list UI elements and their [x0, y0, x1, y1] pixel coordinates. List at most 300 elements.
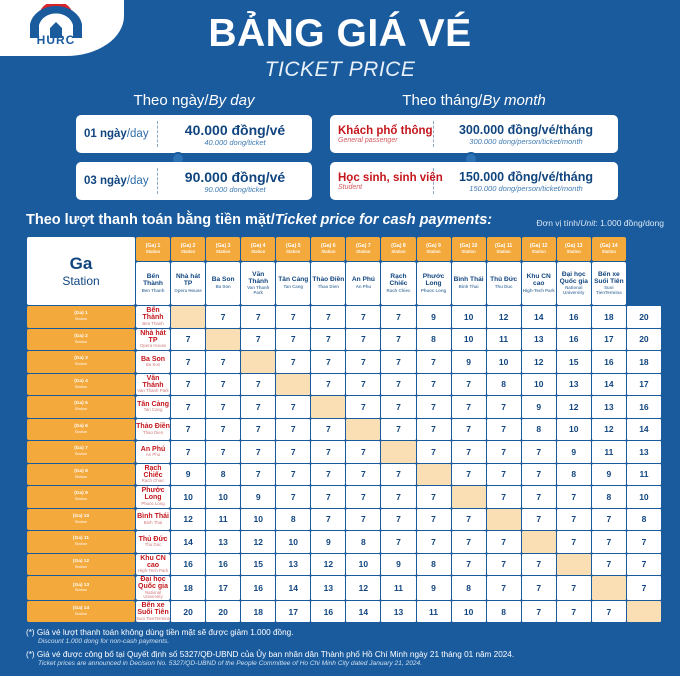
fare-cell-9-12: 7: [557, 486, 591, 508]
fare-cell-4-11: 10: [522, 374, 556, 396]
row-station-en: Tan Cang: [143, 407, 163, 413]
row-station-vi: Bình Thái: [137, 513, 169, 521]
page-subtitle: TICKET PRICE: [264, 58, 416, 81]
column-station-en: Van Thanh Park: [247, 285, 270, 296]
column-header-badge-1: [136, 237, 170, 261]
fare-cell-14-3: 18: [241, 601, 275, 623]
fare-cell-12-11: 7: [522, 554, 556, 576]
column-header-badge-11: [487, 237, 521, 261]
fare-cell-3-1: 7: [171, 351, 205, 373]
row-header-badge-10: [27, 509, 135, 531]
column-badge-sub: Station: [251, 248, 266, 254]
fare-cell-9-14: 10: [627, 486, 661, 508]
fare-cell-12-4: 13: [276, 554, 310, 576]
fare-cell-12-5: 12: [311, 554, 345, 576]
fare-cell-5-11: 9: [522, 396, 556, 418]
unit-note: [536, 218, 664, 228]
row-station-en: Ba Son: [145, 362, 161, 368]
column-header-station-3: [206, 262, 240, 305]
row-header-badge-14: [27, 601, 135, 623]
fare-cell-5-6: 7: [346, 396, 380, 418]
column-station-en: High-Tech Park: [522, 287, 555, 293]
row-station-vi: Thảo Điền: [136, 423, 170, 431]
fare-cell-6-11: 8: [522, 419, 556, 441]
fare-cell-14-11: 7: [522, 601, 556, 623]
fare-cell-8-7: 7: [381, 464, 415, 486]
fare-cell-9-5: 7: [311, 486, 345, 508]
fare-cell-5-13: 13: [592, 396, 626, 418]
fare-cell-12-10: 7: [487, 554, 521, 576]
fare-cell-6-4: 7: [276, 419, 310, 441]
column-badge-number: (Ga) 11: [495, 243, 513, 250]
row-header-badge-9: [27, 486, 135, 508]
fare-cell-10-5: 7: [311, 509, 345, 531]
fare-cell-8-2: 8: [206, 464, 240, 486]
column-header-station-7: [346, 262, 380, 305]
fare-cell-1-1: [171, 306, 205, 328]
fare-cell-6-8: 7: [417, 419, 451, 441]
fare-cell-3-9: 9: [452, 351, 486, 373]
row-station-en: An Phu: [145, 452, 161, 458]
row-badge-sub: Station: [74, 338, 88, 344]
fare-cell-10-9: 7: [452, 509, 486, 531]
by-month-row-2-label: [330, 168, 443, 194]
fare-cell-5-14: 16: [627, 396, 661, 418]
by-month-row-2-price: [434, 170, 618, 193]
fare-cell-1-7: 7: [381, 306, 415, 328]
matrix-section-title-en: Ticket price for cash payments:: [274, 212, 493, 228]
matrix-corner-vi: Ga: [69, 254, 93, 273]
fare-cell-8-6: 7: [346, 464, 380, 486]
fare-cell-13-9: 8: [452, 576, 486, 600]
fare-cell-7-8: 7: [417, 441, 451, 463]
row-header-station-3: [136, 351, 170, 373]
column-badge-number: (Ga) 13: [564, 243, 583, 250]
fare-cell-2-5: 7: [311, 329, 345, 351]
row-header-badge-1: [27, 306, 135, 328]
by-day-row-2-label: [76, 168, 158, 194]
fare-cell-13-10: 7: [487, 576, 521, 600]
row-badge-number: (Ga) 8: [74, 468, 88, 474]
by-month-title: [330, 92, 618, 109]
table-row: [27, 441, 661, 463]
fare-cell-13-3: 16: [241, 576, 275, 600]
fare-cell-3-11: 12: [522, 351, 556, 373]
fare-cell-14-1: 20: [171, 601, 205, 623]
row-header-station-1: [136, 306, 170, 328]
fare-cell-1-2: 7: [206, 306, 240, 328]
fare-cell-3-5: 7: [311, 351, 345, 373]
footnote-2-en: Ticket prices are announced in Decision No. 5327/QD-UBND of the People Committee of Ho Chi Minh City dated January 21, 2024.: [38, 660, 423, 667]
fare-cell-8-8: [417, 464, 451, 486]
column-header-badge-8: [381, 237, 415, 261]
column-badge-sub: Station: [145, 248, 161, 254]
fare-cell-12-14: 7: [627, 554, 661, 576]
fare-cell-7-4: 7: [276, 441, 310, 463]
fare-cell-14-6: 14: [346, 601, 380, 623]
fare-cell-6-6: [346, 419, 380, 441]
fare-cell-4-1: 7: [171, 374, 205, 396]
column-station-en: Binh Thai: [458, 284, 479, 290]
row-header-badge-2: [27, 329, 135, 351]
fare-cell-6-1: 7: [171, 419, 205, 441]
table-row: [27, 601, 661, 623]
row-station-vi: Phước Long: [141, 487, 165, 502]
row-badge-number: (Ga) 14: [72, 606, 90, 612]
column-badge-sub: Station: [601, 248, 616, 254]
column-station-vi: Thủ Đức: [490, 276, 518, 284]
row-station-en: Suoi TienTermina: [136, 615, 170, 621]
column-badge-number: (Ga) 2: [180, 243, 196, 250]
row-badge-sub: Station: [74, 451, 88, 457]
row-badge-sub: Station: [74, 563, 88, 569]
by-day-row-2-label-vi: 03 ngày: [84, 175, 127, 187]
fare-cell-6-13: 12: [592, 419, 626, 441]
column-station-vi: Bến xe Suối Tiên: [594, 270, 624, 285]
column-header-badge-12: [522, 237, 556, 261]
column-header-badge-14: [592, 237, 626, 261]
row-badge-sub: Station: [74, 316, 88, 322]
fare-cell-2-7: 7: [381, 329, 415, 351]
fare-cell-8-9: 7: [452, 464, 486, 486]
row-header-badge-4: [27, 374, 135, 396]
by-month-row-1-label-en: General passenger: [338, 136, 398, 144]
fare-cell-2-12: 16: [557, 329, 591, 351]
fare-cell-8-4: 7: [276, 464, 310, 486]
fare-cell-14-13: 7: [592, 601, 626, 623]
column-badge-number: (Ga) 8: [391, 243, 406, 250]
row-station-vi: Rạch Chiếc: [143, 464, 163, 479]
row-station-vi: Khu CN cao: [140, 554, 166, 569]
fare-cell-4-12: 13: [557, 374, 591, 396]
fare-cell-13-13: [592, 576, 626, 600]
fare-matrix-head-row-numbers: [27, 237, 661, 261]
row-header-badge-12: [27, 554, 135, 576]
fare-cell-10-4: 8: [276, 509, 310, 531]
column-header-badge-4: [241, 237, 275, 261]
fare-cell-10-12: 7: [557, 509, 591, 531]
row-station-en: Ben Thanh: [142, 320, 164, 326]
by-day-row-1-price: [158, 122, 312, 147]
row-header-badge-5: [27, 396, 135, 418]
fare-cell-1-12: 16: [557, 306, 591, 328]
footnote-1-en: Discount 1.000 dong for non-cash payments.: [38, 638, 170, 645]
fare-cell-4-3: 7: [241, 374, 275, 396]
fare-cell-8-11: 7: [522, 464, 556, 486]
brand-name: HURC: [36, 33, 76, 47]
column-station-en: An Phu: [355, 284, 372, 290]
column-header-badge-5: [276, 237, 310, 261]
fare-cell-10-13: 7: [592, 509, 626, 531]
by-day-title-vi: Theo ngày/: [133, 92, 209, 109]
by-day-row-2-price: [158, 169, 312, 194]
row-badge-number: (Ga) 11: [73, 536, 89, 542]
fare-cell-10-14: 8: [627, 509, 661, 531]
fare-cell-6-10: 7: [487, 419, 521, 441]
column-badge-sub: Station: [566, 248, 581, 254]
fare-cell-2-9: 10: [452, 329, 486, 351]
row-badge-sub: Station: [74, 473, 88, 479]
fare-cell-10-11: 7: [522, 509, 556, 531]
row-station-en: Phuoc Long: [141, 500, 165, 506]
row-badge-sub: Station: [74, 406, 88, 412]
fare-cell-14-5: 16: [311, 601, 345, 623]
row-station-en: Binh Thai: [143, 519, 163, 525]
column-badge-number: (Ga) 5: [285, 243, 301, 250]
fare-cell-12-9: 7: [452, 554, 486, 576]
fare-cell-12-12: [557, 554, 591, 576]
row-badge-sub: Station: [74, 541, 88, 547]
by-month-title-vi: Theo tháng/: [402, 92, 483, 109]
fare-cell-5-12: 12: [557, 396, 591, 418]
fare-cell-11-9: 7: [452, 531, 486, 553]
column-station-en: Thu Duc: [494, 284, 513, 290]
column-badge-number: (Ga) 9: [426, 243, 441, 250]
row-badge-sub: Station: [74, 383, 88, 389]
fare-cell-3-4: 7: [276, 351, 310, 373]
by-day-title-en: By day: [208, 92, 255, 109]
fare-cell-9-9: [452, 486, 486, 508]
column-station-en: Phuoc Long: [420, 287, 447, 293]
fare-cell-6-9: 7: [452, 419, 486, 441]
column-header-badge-3: [206, 237, 240, 261]
column-station-vi: Rạch Chiếc: [389, 272, 408, 287]
column-station-en: National University: [563, 285, 585, 296]
fare-cell-13-2: 17: [206, 576, 240, 600]
by-month-row-1-price-vi: 300.000 đồng/vé/tháng: [458, 122, 594, 137]
table-row: [27, 329, 661, 351]
column-badge-sub: Station: [496, 248, 511, 254]
fare-cell-7-14: 13: [627, 441, 661, 463]
fare-matrix-table: [26, 236, 662, 623]
column-station-vi: Ba Son: [211, 276, 235, 284]
fare-cell-14-9: 10: [452, 601, 486, 623]
row-header-badge-11: [27, 531, 135, 553]
row-header-station-9: [136, 486, 170, 508]
row-badge-number: (Ga) 3: [74, 356, 88, 362]
fare-cell-8-13: 9: [592, 464, 626, 486]
by-day-row-1-price-en: 40.000 dong/ticket: [204, 137, 266, 147]
fare-cell-4-4: [276, 374, 310, 396]
fare-cell-6-5: 7: [311, 419, 345, 441]
fare-cell-7-5: 7: [311, 441, 345, 463]
column-badge-number: (Ga) 14: [600, 243, 618, 250]
row-header-badge-7: [27, 441, 135, 463]
fare-cell-5-9: 7: [452, 396, 486, 418]
column-station-vi: An Phú: [351, 276, 375, 284]
row-badge-sub: Station: [74, 428, 88, 434]
by-month-row-1-price: [434, 123, 618, 146]
row-station-en: Opera House: [139, 343, 167, 349]
column-station-en: Tan Cang: [283, 284, 304, 290]
fare-cell-9-11: 7: [522, 486, 556, 508]
fare-cell-13-1: 18: [171, 576, 205, 600]
fare-cell-10-3: 10: [241, 509, 275, 531]
fare-cell-8-5: 7: [311, 464, 345, 486]
row-station-en: Thu Duc: [144, 542, 162, 548]
fare-cell-10-2: 11: [206, 509, 240, 531]
fare-cell-4-14: 17: [627, 374, 661, 396]
fare-cell-11-3: 12: [241, 531, 275, 553]
by-month-row-1-price-en: 300.000 dong/person/ticket/month: [469, 136, 583, 146]
fare-cell-14-8: 11: [417, 601, 451, 623]
fare-cell-5-1: 7: [171, 396, 205, 418]
by-day-row-1-label: [76, 121, 158, 147]
row-badge-number: (Ga) 4: [74, 378, 88, 384]
fare-cell-4-9: 7: [452, 374, 486, 396]
fare-cell-11-14: 7: [627, 531, 661, 553]
fare-cell-2-8: 8: [417, 329, 451, 351]
column-header-station-12: [522, 262, 556, 305]
row-header-station-2: [136, 329, 170, 351]
row-station-vi: Nhà hát TP: [140, 329, 166, 344]
fare-cell-8-3: 7: [241, 464, 275, 486]
column-station-vi: Khu CN cao: [526, 272, 551, 287]
row-badge-sub: Station: [74, 496, 88, 502]
fare-cell-2-6: 7: [346, 329, 380, 351]
by-day-row-1-price-vi: 40.000 đồng/vé: [184, 121, 286, 138]
row-header-station-7: [136, 441, 170, 463]
column-header-badge-7: [346, 237, 380, 261]
fare-cell-13-8: 9: [417, 576, 451, 600]
matrix-section-title: [26, 212, 492, 228]
row-badge-number: (Ga) 5: [74, 401, 88, 407]
fare-cell-7-10: 7: [487, 441, 521, 463]
column-header-station-10: [452, 262, 486, 305]
matrix-corner-cell: [27, 237, 135, 305]
row-station-en: National University: [143, 589, 163, 600]
row-header-station-6: [136, 419, 170, 441]
column-header-station-2: [171, 262, 205, 305]
fare-cell-9-10: 7: [487, 486, 521, 508]
fare-cell-10-8: 7: [417, 509, 451, 531]
row-header-badge-3: [27, 351, 135, 373]
column-header-station-13: [557, 262, 591, 305]
column-badge-sub: Station: [461, 248, 476, 254]
fare-cell-2-4: 7: [276, 329, 310, 351]
fare-cell-9-4: 7: [276, 486, 310, 508]
fare-cell-12-13: 7: [592, 554, 626, 576]
column-station-vi: Tân Cảng: [278, 276, 309, 284]
fare-cell-7-13: 11: [592, 441, 626, 463]
fare-cell-4-6: 7: [346, 374, 380, 396]
row-header-badge-8: [27, 464, 135, 486]
by-month-title-en: By month: [482, 92, 546, 109]
row-station-vi: Bến xe Suối Tiên: [137, 602, 169, 617]
table-row: [27, 464, 661, 486]
fare-cell-10-6: 7: [346, 509, 380, 531]
column-station-en: Thao Dien: [317, 284, 339, 290]
column-station-en: Ba Son: [215, 284, 231, 290]
fare-cell-1-3: 7: [241, 306, 275, 328]
row-header-badge-13: [27, 576, 135, 600]
column-badge-sub: Station: [321, 248, 336, 254]
row-station-en: High-Tech Park: [138, 568, 169, 574]
column-station-vi: Đại học Quốc gia: [559, 270, 588, 285]
fare-cell-11-12: 7: [557, 531, 591, 553]
fare-cell-13-14: 7: [627, 576, 661, 600]
fare-cell-3-13: 16: [592, 351, 626, 373]
fare-cell-14-7: 13: [381, 601, 415, 623]
fare-cell-11-2: 13: [206, 531, 240, 553]
column-header-badge-6: [311, 237, 345, 261]
fare-cell-14-12: 7: [557, 601, 591, 623]
by-month-row-2-label-vi: Học sinh, sinh viên: [338, 171, 443, 184]
table-row: [27, 396, 661, 418]
fare-cell-3-2: 7: [206, 351, 240, 373]
by-day-row-1-label-en: /day: [126, 128, 149, 140]
fare-cell-5-8: 7: [417, 396, 451, 418]
by-day-row-1: [76, 115, 312, 153]
fare-cell-4-10: 8: [487, 374, 521, 396]
table-row: [27, 374, 661, 396]
by-month-row-1-label: [330, 121, 434, 147]
fare-cell-2-11: 13: [522, 329, 556, 351]
fare-cell-14-2: 20: [206, 601, 240, 623]
fare-cell-6-7: 7: [381, 419, 415, 441]
fare-cell-14-4: 17: [276, 601, 310, 623]
fare-cell-2-2: [206, 329, 240, 351]
fare-cell-14-10: 8: [487, 601, 521, 623]
row-header-station-12: [136, 554, 170, 576]
column-station-vi: Thảo Điền: [312, 276, 345, 284]
footnote-1-vi: (*) Giá vé lượt thanh toán không dùng tiền mặt sẽ được giảm 1.000 đồng.: [26, 628, 294, 637]
column-badge-number: (Ga) 1: [145, 243, 161, 250]
fare-cell-4-13: 14: [592, 374, 626, 396]
row-station-en: Rach Chiec: [141, 478, 165, 484]
row-header-station-8: [136, 464, 170, 486]
column-badge-number: (Ga) 4: [250, 243, 266, 250]
fare-cell-10-1: 12: [171, 509, 205, 531]
fare-cell-11-13: 7: [592, 531, 626, 553]
row-header-station-10: [136, 509, 170, 531]
column-header-station-6: [311, 262, 345, 305]
column-station-vi: Văn Thánh: [248, 270, 269, 285]
table-row: [27, 576, 661, 600]
fare-cell-1-11: 14: [522, 306, 556, 328]
column-header-station-5: [276, 262, 310, 305]
fare-cell-3-8: 7: [417, 351, 451, 373]
fare-cell-3-7: 7: [381, 351, 415, 373]
fare-cell-6-14: 14: [627, 419, 661, 441]
row-station-vi: An Phú: [140, 445, 166, 453]
fare-cell-11-11: [522, 531, 556, 553]
fare-cell-7-7: [381, 441, 415, 463]
column-badge-number: (Ga) 12: [529, 243, 548, 250]
fare-cell-6-12: 10: [557, 419, 591, 441]
row-badge-sub: Station: [74, 518, 88, 524]
table-row: [27, 531, 661, 553]
fare-cell-9-6: 7: [346, 486, 380, 508]
column-badge-sub: Station: [391, 248, 406, 254]
fare-cell-5-4: 7: [276, 396, 310, 418]
fare-cell-1-10: 12: [487, 306, 521, 328]
fare-cell-8-1: 9: [171, 464, 205, 486]
column-header-badge-10: [452, 237, 486, 261]
row-station-en: Van Thanh Park: [137, 388, 169, 394]
row-badge-number: (Ga) 10: [72, 513, 90, 519]
fare-cell-11-7: 7: [381, 531, 415, 553]
fare-cell-8-12: 8: [557, 464, 591, 486]
column-badge-sub: Station: [216, 248, 231, 254]
by-month-row-2-price-en: 150.000 dong/person/ticket/month: [469, 183, 583, 193]
fare-cell-13-11: 7: [522, 576, 556, 600]
fare-cell-11-4: 10: [276, 531, 310, 553]
column-badge-number: (Ga) 7: [356, 243, 371, 250]
by-day-row-2-price-vi: 90.000 đồng/vé: [184, 168, 286, 185]
price-panels: [0, 92, 680, 202]
fare-cell-2-14: 20: [627, 329, 661, 351]
